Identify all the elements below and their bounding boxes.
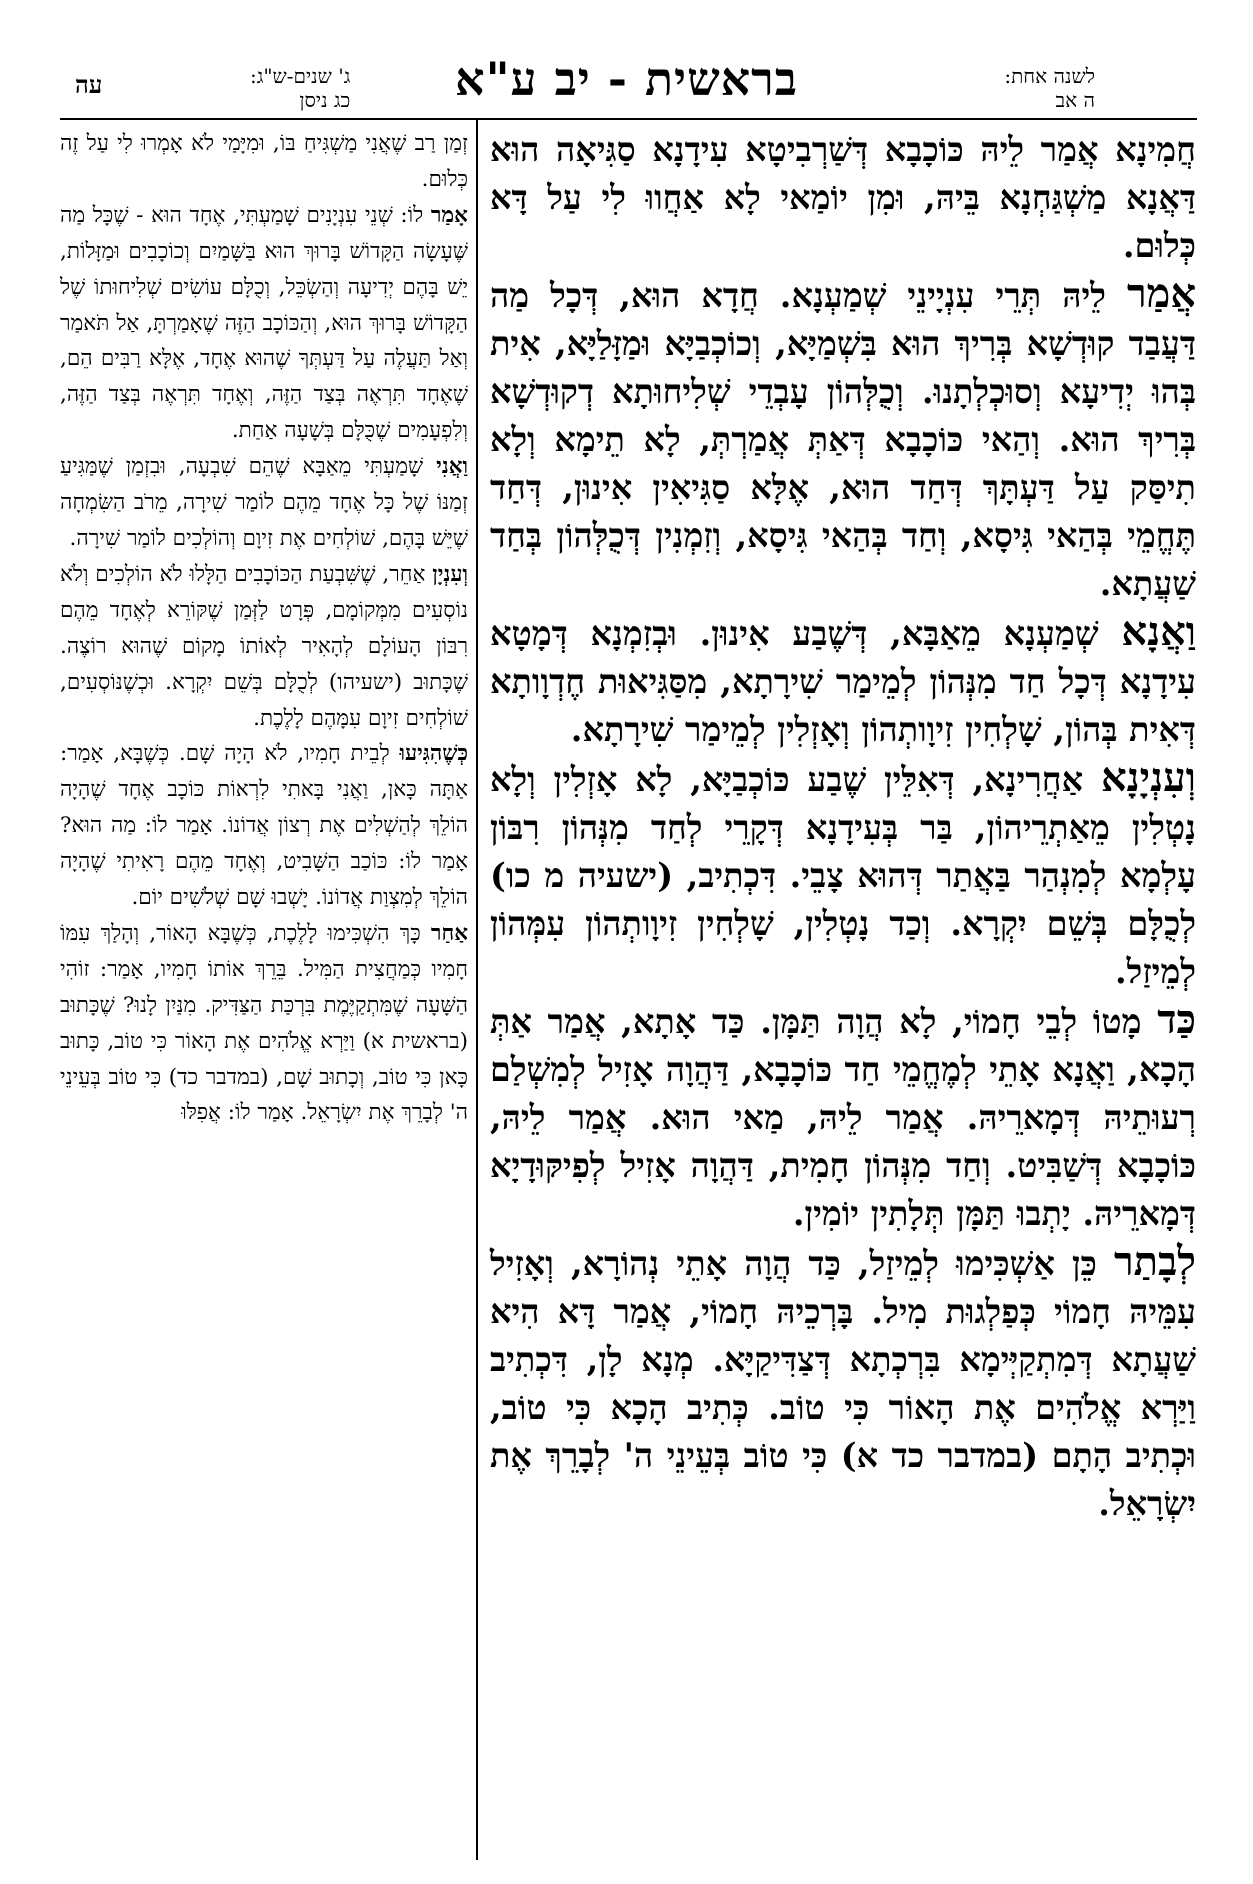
paragraph-lead-word: אֲמַר [1126,270,1196,317]
aramaic-text-column [490,124,1196,1528]
paragraph-lead-word: לְבָתַר [1113,1238,1196,1285]
paragraph-lead-word: אַחַר [430,920,468,946]
paragraph [60,198,468,449]
paragraph [490,270,1196,608]
paragraph-lead-word: אָמַר [430,202,468,228]
paragraph-lead-word: וְעִנְיָנָא [1100,754,1196,801]
paragraph-lead-word: כְּשֶׁהִגִּיעוּ [399,741,468,767]
header-study-schedule-three-year [250,64,350,112]
paragraph-text: שָׁמַעְתִּי מֵאַבָּא שֶׁהֵם שִׁבְעָה, וּבִזְמַן שֶׁמַּגִּיעַ זְמַנּוֹ שֶׁל כָּל אֶחָד מֵהֶם לוֹמַר שִׁירָה, מֵרֹב הַשִּׂמְחָה שֶׁיֵּשׁ בָּהֶם, שׁוֹלְחִים אֶת זִיוָם וְהוֹלְכִים לוֹמַר שִׁירָה. [60,454,468,551]
paragraph [490,124,1196,270]
paragraph [60,557,468,737]
paragraph-lead-word: כַּד [1157,996,1196,1043]
paragraph [60,736,468,916]
paragraph-text: כֵּן אַשְׁכִּימוּ לְמֵיזַל, כַּד הֲוָה אָתֵי נְהוֹרָא, וְאָזִיל עִמֵּיהּ חָמוֹי כְּפַלְגוּת מִיל. בָּרְכֵיהּ חָמוֹי, אֲמַר דָּא הִיא שַׁעֲתָא דְּמִתְקַיְּימָא בִּרְכְתָא דְּצַדִּיקַיָּא. מְנָא לָן, דִּכְתִיב וַיַּרְא אֱלֹהִים אֶת הָאוֹר כִּי טוֹב. כְּתִיב הָכָא כִּי טוֹב, וּכְתִיב הָתָם (במדבר כד א) כִּי טוֹב בְּעֵינֵי ה' לְבָרֵךְ אֶת יִשְׂרָאֵל. [490,1244,1196,1523]
hebrew-translation-column [60,126,468,1131]
paragraph-text: אַחֵר, שֶׁשִּׁבְעַת הַכּוֹכָבִים הַלָּלוּ לֹא הוֹלְכִים וְלֹא נוֹסְעִים מִמְּקוֹמָם, פְּרָט לַזְּמַן שֶׁקּוֹרֵא לְאֶחָד מֵהֶם רִבּוֹן הָעוֹלָם לְהָאִיר לְאוֹתוֹ מָקוֹם שֶׁהוּא רוֹצֶה. שֶׁכָּתוּב (ישעיהו) לְכֻלָּם בְּשֵׁם יִקְרָא. וּכְשֶׁנּוֹסְעִים, שׁוֹלְחִים זִיוָם עִמָּהֶם לָלֶכֶת. [60,561,468,731]
paragraph [490,996,1196,1238]
paragraph-text: לְבֵית חָמִיו, לֹא הָיָה שָׁם. כְּשֶׁבָּא, אָמַר: אַתָּה כָּאן, וַאֲנִי בָּאתִי לִרְאוֹת כּוֹכָב אֶחָד שֶׁהָיָה הוֹלֵךְ לְהַשְׁלִים אֶת רְצוֹן אֲדוֹנוֹ. אָמַר לוֹ: מַה הוּא? אָמַר לוֹ: כּוֹכַב הַשָּׁבִיט, וְאֶחָד מֵהֶם רָאִיתִי שֶׁהָיָה הוֹלֵךְ לְמִצְוַת אֲדוֹנוֹ. יָשְׁבוּ שָׁם שְׁלֹשִׁים יוֹם. [60,741,468,911]
header-left-line2: כג ניסן [299,88,351,112]
paragraph-lead-word: וְעִנְיָן [432,561,468,587]
paragraph-text: מָטוֹ לְבֵי חָמוֹי, לָא הֲוָה תַּמָּן. כַּד אָתָא, אֲמַר אַתְּ הָכָא, וַאֲנָא אָתֵי לְמֶחֱמֵי חַד כּוֹכָבָא, דַּהֲוָה אָזִיל לְמִשְׁלַם רְעוּתֵיהּ דְּמָארֵיהּ. אֲמַר לֵיהּ, מַאי הוּא. אֲמַר לֵיהּ, כּוֹכָבָא דְּשַׁבִּיט. וְחַד מִנְּהוֹן חָמִית, דַּהֲוָה אָזִיל לְפִיקּוּדָיָא דְּמָארֵיהּ. יָתְבוּ תַּמָּן תְּלָתִין יוֹמִין. [490,1002,1196,1233]
page-number: עה [75,70,103,99]
header-right-line2: ה אב [1055,88,1095,112]
paragraph-text: אַחֲרִינָא, דְּאִלֵּין שֶׁבַע כּוֹכְבַיָּא, לָא אָזְלִין וְלָא נָטְלִין מֵאַתְרֵיהוֹן, בַּר בְּעִידָנָא דְּקָרֵי לְחַד מִנְּהוֹן רִבּוֹן עָלְמָא לְמִנְהַר בַּאֲתַר דְּהוּא צָבֵי. דִּכְתִיב, (ישעיה מ כו) לְכֻלָּם בְּשֵׁם יִקְרָא. וְכַד נָטְלִין, שָׁלְחִין זִיוָותְהוֹן עִמְּהוֹן לְמֵיזַל. [490,760,1196,991]
paragraph [60,449,468,557]
paragraph [60,916,468,1131]
paragraph-lead-word: וַאֲנָא [1121,608,1196,655]
paragraph [490,1238,1196,1528]
page-title: בראשית - יב ע"א [455,52,798,106]
paragraph-text: שְׁמַעְנָא מֵאַבָּא, דְּשֶׁבַע אִינוּן. וּבְזִמְנָא דְּמָטָא עִידָנָא דְּכָל חַד מִנְּהוֹן לְמֵימַר שִׁירָתָא, מִסַּגִּיאוּת חֶדְוָותָא דְּאִית בְּהוֹן, שָׁלְחִין זִיוָותְהוֹן וְאָזְלִין לְמֵימַר שִׁירָתָא. [490,614,1196,749]
paragraph-text: זְמַן רַב שֶׁאֲנִי מַשְׁגִּיחַ בּוֹ, וּמִיָּמַי לֹא אָמְרוּ לִי עַל זֶה כְּלוּם. [60,131,468,192]
header-study-schedule-one-year [1004,64,1095,112]
header-right-line1: לשנה אחת: [1004,64,1095,88]
paragraph-text: חֲמִינָא אֲמַר לֵיהּ כּוֹכָבָא דְּשַׁרְבִיטָא עִידָנָא סַגִּיאָה הוּא דַּאֲנָא מַשְׁגַּחְנָא בֵּיהּ, וּמִן יוֹמַאי לָא אַחֲווּ לִי עַל דָּא כְּלוּם. [490,130,1196,265]
paragraph [60,126,468,198]
paragraph [490,754,1196,996]
header-left-line1: ג' שנים-ש"ג: [250,64,351,88]
header-divider [60,118,1197,120]
column-divider [476,120,478,1860]
paragraph-text: לוֹ: שְׁנֵי עִנְיָנִים שָׁמַעְתִּי, אֶחָד הוּא - שֶׁכָּל מַה שֶּׁעָשָׂה הַקָּדוֹשׁ בָּרוּךְ הוּא בַּשָּׁמַיִם וְכוֹכָבִים וּמַזָּלוֹת, יֵשׁ בָּהֶם יְדִיעָה וְהַשְׂכֵּל, וְכֻלָּם עוֹשִׂים שְׁלִיחוּתוֹ שֶׁל הַקָּדוֹשׁ בָּרוּךְ הוּא, וְהַכּוֹכָב הַזֶּה שֶׁאָמַרְתָּ, אַל תֹּאמַר וְאַל תַּעֲלֶה עַל דַּעְתְּךָ שֶׁהוּא אֶחָד, אֶלָּא רַבִּים הֵם, שֶׁאֶחָד תִּרְאֶה בְּצַד הַזֶּה, וְאֶחָד תִּרְאֶה בְּצַד הַזֶּה, וְלִפְעָמִים שֶׁכֻּלָּם בְּשָׁעָה אַחַת. [60,202,468,444]
paragraph [490,608,1196,754]
paragraph-lead-word: וַאֲנִי [436,454,468,480]
paragraph-text: כָּךְ הִשְׁכִּימוּ לָלֶכֶת, כְּשֶׁבָּא הָאוֹר, וְהָלַךְ עִמּוֹ חָמִיו כְּמַחֲצִית הַמִּיל. בֵּרֵךְ אוֹתוֹ חָמִיו, אָמַר: זוֹהִי הַשָּׁעָה שֶׁמִּתְקַיֶּמֶת בִּרְכַּת הַצַּדִּיק. מִנַּיִן לָנוּ? שֶׁכָּתוּב (בראשית א) וַיַּרְא אֱלֹהִים אֶת הָאוֹר כִּי טוֹב, כָּתוּב כָּאן כִּי טוֹב, וְכָתוּב שָׁם, (במדבר כד) כִּי טוֹב בְּעֵינֵי ה' לְבָרֵךְ אֶת יִשְׂרָאֵל. אָמַר לוֹ: אֲפִלּוּ [60,920,468,1126]
paragraph-text: לֵיהּ תְּרֵי עִנְיָינֵי שְׁמַעְנָא. חֲדָא הוּא, דְּכָל מַה דַּעֲבַד קוּדְשָׁא בְּרִיךְ הוּא בִּשְׁמַיָּא, וְכוֹכְבַיָּא וּמַזָּלַיָּא, אִית בְּהוּ יְדִיעָא וְסוּכְלְתָנוּ. וְכֻלְּהוֹן עָבְדֵי שְׁלִיחוּתָא דְקוּדְשָׁא בְּרִיךְ הוּא. וְהַאי כּוֹכָבָא דְּאַתְּ אֲמַרְתְּ, לָא תֵימָא וְלָא תִיסַּק עַל דַּעְתָּךְ דְּחַד הוּא, אֶלָּא סַגִּיאִין אִינוּן, דְּחַד תֶּחֱמֵי בְּהַאי גִּיסָא, וְחַד בְּהַאי גִּיסָא, וְזִמְנִין דְּכֻלְּהוֹן בְּחַד שַׁעֲתָא. [490,276,1196,603]
